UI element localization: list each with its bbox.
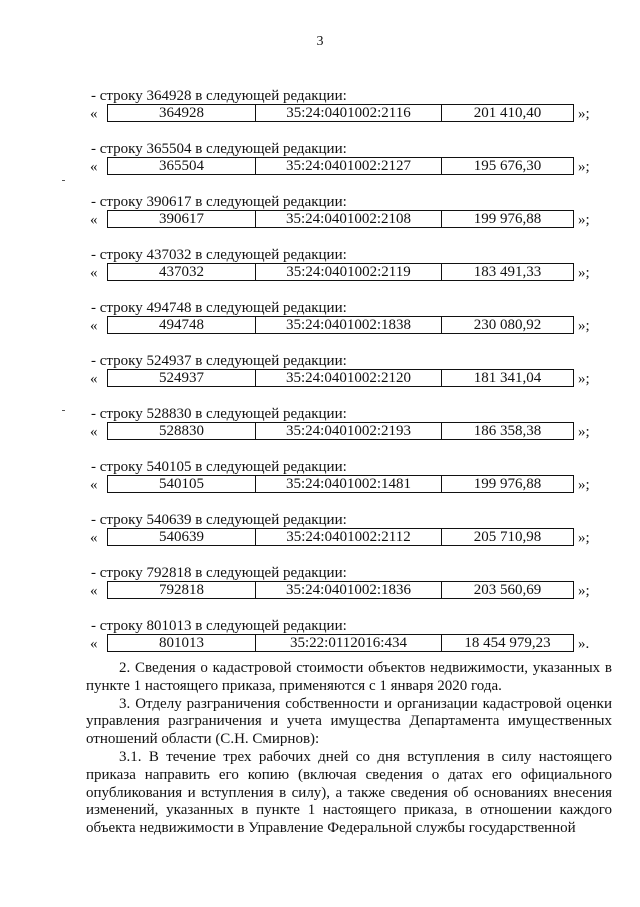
cadastral-number-cell: 35:24:0401002:1838 (255, 317, 441, 333)
entry-label: - строку 540105 в следующей редакции: (91, 459, 347, 475)
amendment-entry (0, 511, 640, 564)
close-quote: »; (578, 106, 590, 122)
open-quote: « (90, 477, 98, 493)
cadastral-value-cell: 201 410,40 (441, 105, 573, 121)
cadastral-value-cell: 186 358,38 (441, 423, 573, 439)
entry-table (107, 369, 574, 387)
row-id-cell: 792818 (159, 582, 204, 598)
entry-table (107, 157, 574, 175)
cadastral-value-cell: 230 080,92 (441, 317, 573, 333)
cadastral-number-cell: 35:24:0401002:2127 (255, 158, 441, 174)
open-quote: « (90, 318, 98, 334)
close-quote: »; (578, 583, 590, 599)
amendment-list (0, 87, 640, 670)
open-quote: « (90, 265, 98, 281)
entry-table (107, 475, 574, 493)
close-quote: »; (578, 212, 590, 228)
entry-table (107, 422, 574, 440)
entry-table (107, 316, 574, 334)
entry-table (107, 210, 574, 228)
row-id-cell: 390617 (159, 211, 204, 227)
cadastral-number-cell: 35:24:0401002:1836 (255, 582, 441, 598)
entry-table (107, 634, 574, 652)
open-quote: « (90, 636, 98, 652)
close-quote: »; (578, 424, 590, 440)
cadastral-value-cell: 195 676,30 (441, 158, 573, 174)
row-id-cell: 494748 (159, 317, 204, 333)
close-quote: »; (578, 477, 590, 493)
row-id-cell: 365504 (159, 158, 204, 174)
close-quote: ». (578, 636, 590, 652)
open-quote: « (90, 371, 98, 387)
close-quote: »; (578, 318, 590, 334)
cadastral-number-cell: 35:24:0401002:2120 (255, 370, 441, 386)
cadastral-number-cell: 35:24:0401002:1481 (255, 476, 441, 492)
cadastral-number-cell: 35:24:0401002:2193 (255, 423, 441, 439)
close-quote: »; (578, 265, 590, 281)
entry-label: - строку 524937 в следующей редакции: (91, 353, 347, 369)
amendment-entry (0, 352, 640, 405)
body-text (86, 660, 612, 838)
entry-label: - строку 437032 в следующей редакции: (91, 247, 347, 263)
entry-label: - строку 801013 в следующей редакции: (91, 618, 347, 634)
row-id-cell: 540639 (159, 529, 204, 545)
cadastral-number-cell: 35:24:0401002:2112 (255, 529, 441, 545)
entry-table (107, 528, 574, 546)
entry-label: - строку 540639 в следующей редакции: (91, 512, 347, 528)
row-id-cell: 364928 (159, 105, 204, 121)
open-quote: « (90, 159, 98, 175)
entry-table (107, 263, 574, 281)
entry-label: - строку 494748 в следующей редакции: (91, 300, 347, 316)
amendment-entry (0, 405, 640, 458)
entry-table (107, 104, 574, 122)
cadastral-value-cell: 183 491,33 (441, 264, 573, 280)
cadastral-number-cell: 35:22:0112016:434 (255, 635, 441, 651)
cadastral-value-cell: 203 560,69 (441, 582, 573, 598)
cadastral-value-cell: 18 454 979,23 (441, 635, 573, 651)
close-quote: »; (578, 530, 590, 546)
amendment-entry (0, 140, 640, 193)
amendment-entry (0, 246, 640, 299)
row-id-cell: 524937 (159, 370, 204, 386)
amendment-entry (0, 193, 640, 246)
amendment-entry (0, 299, 640, 352)
close-quote: »; (578, 159, 590, 175)
cadastral-value-cell: 205 710,98 (441, 529, 573, 545)
row-id-cell: 801013 (159, 635, 204, 651)
cadastral-value-cell: 181 341,04 (441, 370, 573, 386)
open-quote: « (90, 530, 98, 546)
cadastral-number-cell: 35:24:0401002:2119 (255, 264, 441, 280)
row-id-cell: 437032 (159, 264, 204, 280)
close-quote: »; (578, 371, 590, 387)
cadastral-value-cell: 199 976,88 (441, 211, 573, 227)
row-id-cell: 528830 (159, 423, 204, 439)
amendment-entry (0, 458, 640, 511)
paragraph: 3.1. В течение трех рабочих дней со дня вступления в силу настоящего приказа направить его копию (включая сведения о датах его официального опубликования и вступления в силу), а также сведения об основаниях внесения изменений, указанных в пункте 1 настоящего приказа, в отношении каждого объекта недвижимости в Управление Федеральной службы государственной (86, 748, 612, 837)
paragraph: 3. Отделу разграничения собственности и организации кадастровой оценки управления разграничения и учета имущества Департамента имущественных отношений области (С.Н. Смирнов): (86, 695, 612, 748)
paragraph: 2. Сведения о кадастровой стоимости объектов недвижимости, указанных в пункте 1 настоящего приказа, применяются с 1 января 2020 года. (86, 660, 612, 694)
amendment-entry (0, 564, 640, 617)
entry-label: - строку 364928 в следующей редакции: (91, 88, 347, 104)
entry-table (107, 581, 574, 599)
open-quote: « (90, 583, 98, 599)
cadastral-value-cell: 199 976,88 (441, 476, 573, 492)
open-quote: « (90, 106, 98, 122)
cadastral-number-cell: 35:24:0401002:2116 (255, 105, 441, 121)
row-id-cell: 540105 (159, 476, 204, 492)
entry-label: - строку 365504 в следующей редакции: (91, 141, 347, 157)
open-quote: « (90, 212, 98, 228)
entry-label: - строку 792818 в следующей редакции: (91, 565, 347, 581)
entry-label: - строку 390617 в следующей редакции: (91, 194, 347, 210)
amendment-entry (0, 87, 640, 140)
cadastral-number-cell: 35:24:0401002:2108 (255, 211, 441, 227)
open-quote: « (90, 424, 98, 440)
page-number: 3 (316, 34, 324, 49)
entry-label: - строку 528830 в следующей редакции: (91, 406, 347, 422)
